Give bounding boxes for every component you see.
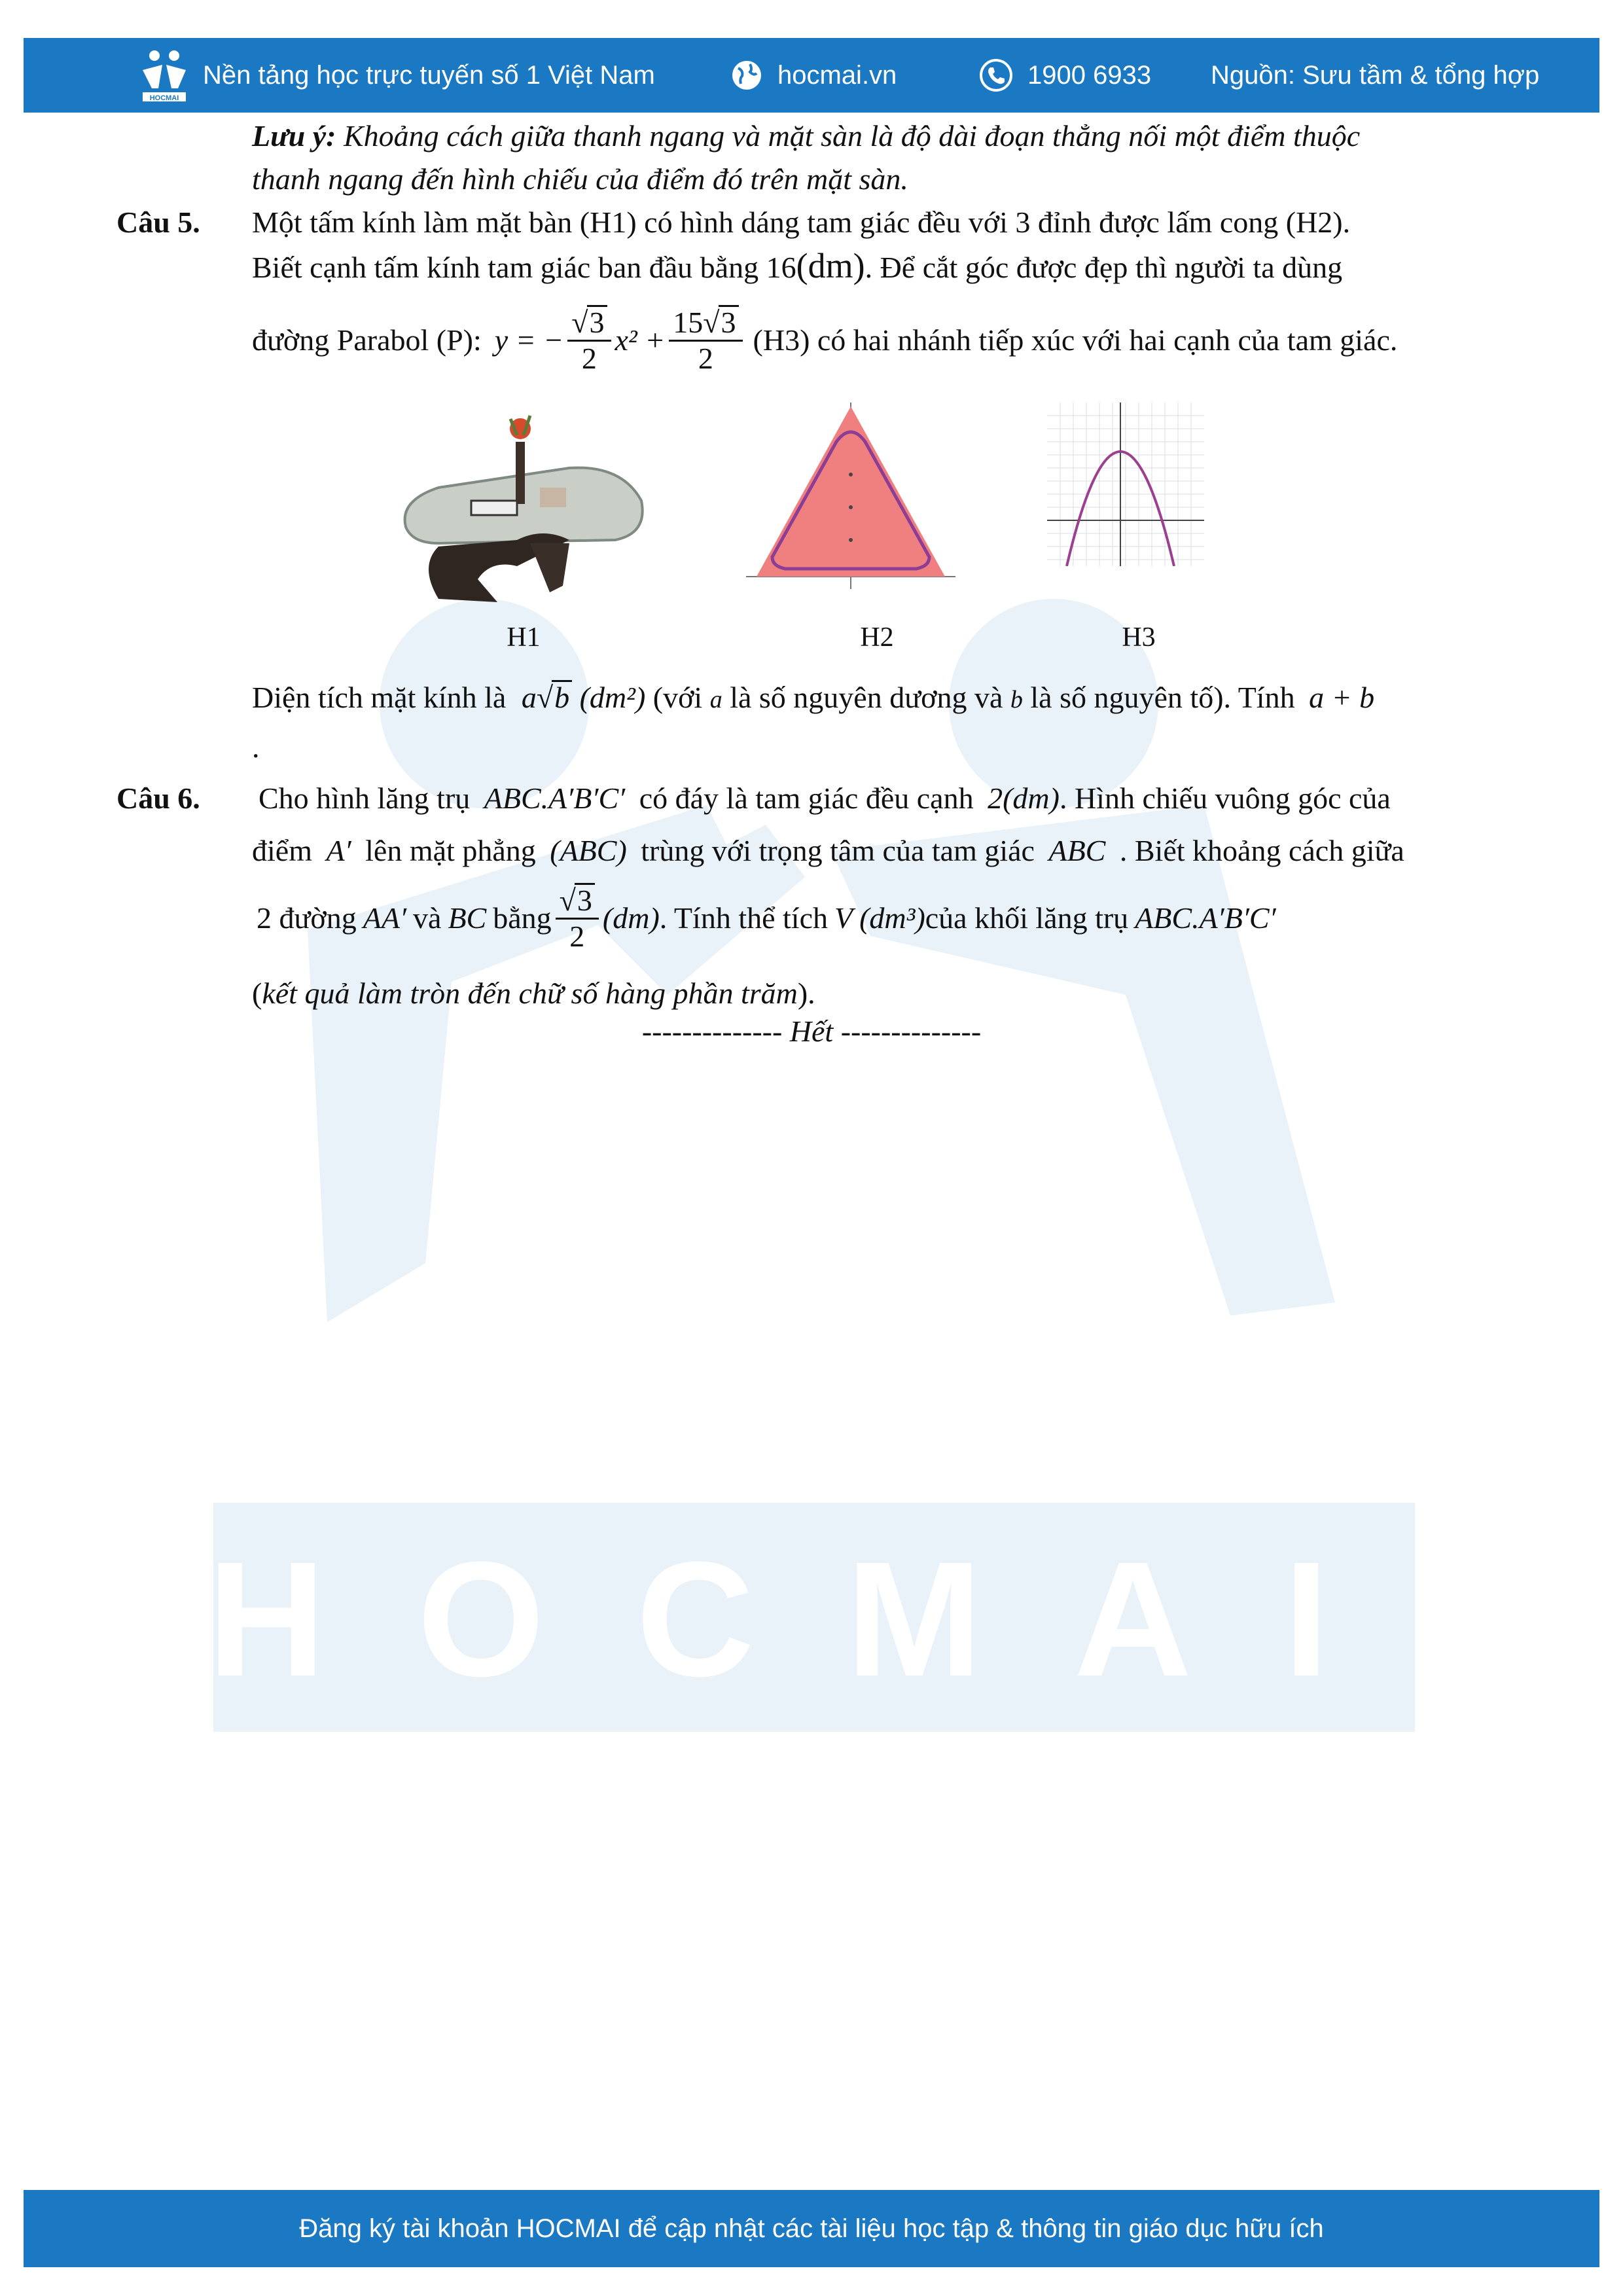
q5-line-2a: Biết cạnh tấm kính tam giác ban đầu bằng [252, 251, 759, 284]
q6-edge: 2(dm) [988, 781, 1060, 815]
q6-l1c: có đáy là tam giác đều cạnh [639, 781, 974, 815]
watermark-text: HOCMAI [207, 1528, 1421, 1710]
q5-parabola-label: đường Parabol (P): [252, 323, 482, 357]
footer-bar[interactable] [24, 2190, 1599, 2267]
q6-l3c: và [413, 901, 442, 935]
q5-unit: (dm) [796, 246, 865, 285]
q6-line-4 [252, 974, 815, 1013]
source-group [1211, 38, 1539, 113]
eq-frac-1: $\frac{√3}{2}$ [567, 305, 611, 376]
q5-expr-b: b [552, 680, 572, 713]
note-label: Lưu ý: [252, 119, 336, 152]
q6-triangle: ABC [1048, 834, 1106, 867]
svg-text:HOCMAI: HOCMAI [149, 94, 179, 102]
note-line-1 [252, 117, 1360, 156]
eq-num-2: 15 [673, 306, 704, 339]
q6-l1e: . Hình chiếu vuông góc của [1059, 781, 1391, 815]
q5-var-a: a [709, 686, 722, 713]
q6-l2c: lên mặt phẳng [365, 834, 536, 867]
q6-den: 2 [569, 920, 585, 953]
parabola-graph-h3 [1047, 403, 1204, 566]
q6-l2g: . Biết khoảng cách giữa [1119, 834, 1404, 867]
q6-line-3 [257, 876, 1276, 961]
table-photo-h1 [399, 403, 648, 612]
phone-group[interactable] [979, 38, 1151, 113]
q6-line-aa: AA′ [363, 901, 407, 935]
header-bar [24, 38, 1599, 113]
q6-l2e: trùng với trọng tâm của tam giác [641, 834, 1035, 867]
q6-plane: (ABC) [550, 834, 627, 867]
q5-expr-a: a [521, 681, 537, 714]
q5-sum: a + b [1309, 681, 1375, 714]
q6-point: A′ [326, 834, 351, 867]
note-line-2: thanh ngang đến hình chiếu của điểm đó trên mặt sàn. [252, 162, 908, 196]
caption-h1: H1 [507, 622, 541, 653]
q5-line-4: Diện tích mặt kính là a√b (dm²) (với a là số nguyên dương và b là số nguyên tố). Tính a + b [252, 681, 1375, 714]
q6-sqrt: 3 [575, 883, 595, 916]
phone-icon [979, 58, 1013, 92]
q6-prism: ABC.A′B′C′ [484, 781, 626, 815]
q6-l3e: bằng [493, 901, 552, 935]
q6-label: Câu 6. [116, 781, 200, 815]
q6-l3a: 2 đường [257, 901, 357, 935]
q5-line-2d: . Để cắt góc được đẹp thì người ta dùng [865, 251, 1343, 284]
q5-line-4f: là số nguyên tố). Tính [1030, 681, 1295, 714]
q6-l3g: . Tính thể tích [659, 901, 828, 935]
q5-line-3b: (H3) có hai nhánh tiếp xúc với hai cạnh của tam giác. [753, 323, 1398, 357]
eq-frac-2: $\frac{15√3}{2}$ [669, 305, 742, 376]
q6-l2a: điểm [252, 834, 312, 867]
triangle-figure-h2 [746, 403, 955, 589]
eq-den-2: 2 [698, 342, 713, 375]
brand-text: Nền tảng học trực tuyến số 1 Việt Nam [203, 60, 655, 90]
q5-line-3 [252, 295, 1397, 386]
phone-number[interactable]: 1900 6933 [1027, 60, 1152, 90]
eq-den-1: 2 [581, 342, 597, 375]
q6-l1a: Cho hình lăng trụ [259, 781, 471, 815]
q6-l3j: của khối lăng trụ [925, 901, 1129, 935]
end-marker: -------------- Hết -------------- [641, 1014, 982, 1048]
q6-volume-var: V [834, 901, 853, 935]
caption-h2: H2 [860, 622, 894, 653]
eq-y: y = − [494, 323, 564, 357]
q5-line-1: Một tấm kính làm mặt bàn (H1) có hình dáng tam giác đều với 3 đỉnh được lấm cong (H2). [252, 206, 1351, 239]
q5-label: Câu 5. [116, 206, 200, 239]
q6-line-bc: BC [448, 901, 487, 935]
q5-area-unit: (dm²) [579, 681, 646, 714]
eq-x2: x² + [615, 323, 666, 357]
q5-var-b: b [1010, 686, 1023, 713]
q5-line-4b: (với [652, 681, 703, 714]
note-text-1: Khoảng cách giữa thanh ngang và mặt sàn là độ dài đoạn thẳng nối một điểm thuộc [343, 119, 1361, 152]
q6-rounding-note: kết quả làm tròn đến chữ số hàng phần trăm [262, 977, 798, 1010]
globe-icon [730, 59, 763, 92]
q5-line-4d: là số nguyên dương và [730, 681, 1003, 714]
q6-dist-unit: (dm) [602, 901, 660, 935]
q6-line-1 [259, 779, 1391, 818]
q6-l4a: ( [252, 977, 262, 1010]
q6-prism-2: ABC.A′B′C′ [1135, 901, 1276, 935]
q6-frac: $\frac{√3}{2}$ [556, 883, 599, 954]
caption-h3: H3 [1122, 622, 1156, 653]
website-link[interactable]: hocmai.vn [777, 60, 897, 90]
q6-l4c: ). [797, 977, 815, 1010]
website-group[interactable] [730, 38, 897, 113]
q5-line-2 [252, 246, 1342, 287]
brand-group [140, 38, 655, 113]
q5-side-length: 16 [766, 251, 796, 284]
hocmai-logo-icon [140, 48, 188, 103]
q5-area-text: Diện tích mặt kính là [252, 681, 507, 714]
q5-line-5: . [252, 730, 260, 764]
q6-line-2 [252, 831, 1404, 870]
eq-sqrt-1: 3 [587, 305, 607, 338]
source-text: Nguồn: Sưu tầm & tổng hợp [1211, 60, 1540, 90]
q6-volume-unit: (dm³) [859, 901, 925, 935]
footer-text[interactable]: Đăng ký tài khoản HOCMAI để cập nhật các tài liệu học tập & thông tin giáo dục hữu ích [299, 2214, 1324, 2243]
eq-sqrt-2: 3 [719, 305, 739, 338]
